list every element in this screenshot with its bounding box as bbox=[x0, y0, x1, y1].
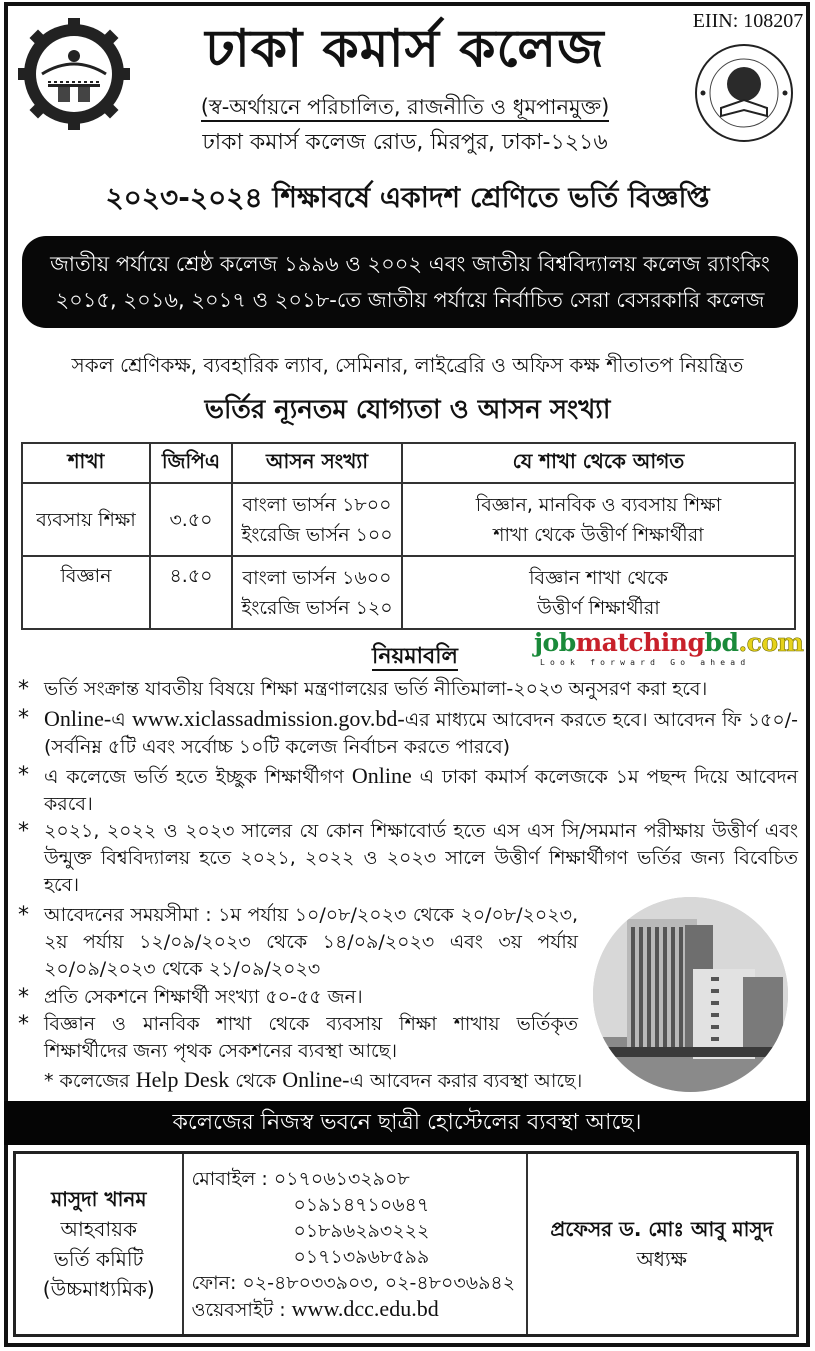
principal-role: অধ্যক্ষ bbox=[636, 1247, 688, 1271]
rule-text bbox=[44, 1067, 583, 1092]
convener-committee: ভর্তি কমিটি bbox=[54, 1247, 144, 1271]
wm-part-job: job bbox=[534, 628, 576, 657]
principal-cell bbox=[527, 1153, 798, 1336]
college-address: ঢাকা কমার্স কলেজ রোড, মিরপুর, ঢাকা-১২১৬ bbox=[202, 130, 608, 155]
cell-from-branch bbox=[402, 483, 795, 556]
cell-seats bbox=[232, 556, 402, 629]
hostel-notice-band: কলেজের নিজস্ব ভবনে ছাত্রী হোস্টেলের ব্যবস্থা আছে। bbox=[4, 1101, 810, 1145]
bullet-star-icon: * bbox=[18, 985, 29, 1010]
cell-gpa: ৪.৫০ bbox=[150, 556, 232, 629]
notice-title: ২০২৩-২০২৪ শিক্ষাবর্ষে একাদশ শ্রেণিতে ভর্তি বিজ্ঞপ্তি bbox=[105, 181, 710, 214]
rule-item bbox=[18, 902, 578, 983]
mobile-number[interactable]: ০১৭১৩৯৬৮৫৯৯ bbox=[293, 1245, 430, 1268]
cell-branch: বিজ্ঞান bbox=[22, 556, 150, 629]
rule-fragment: থেকে bbox=[229, 1070, 283, 1092]
header-branch: শাখা bbox=[22, 443, 150, 483]
mobile-label: মোবাইল : bbox=[191, 1167, 274, 1190]
header-gpa: জিপিএ bbox=[150, 443, 232, 483]
rule-text: ভর্তি সংক্রান্ত যাবতীয় বিষয়ে শিক্ষা মন্ত্রণালয়ের ভর্তি নীতিমালা-২০২৩ অনুসরণ করা হবে। bbox=[44, 678, 708, 700]
bullet-star-icon: * bbox=[18, 1012, 29, 1037]
rule-text bbox=[44, 705, 798, 761]
cell-gpa: ৩.৫০ bbox=[150, 483, 232, 556]
rule-fragment: এ bbox=[111, 709, 132, 731]
website-label: ওয়েবসাইট : bbox=[191, 1298, 292, 1321]
from-line-2: উত্তীর্ণ শিক্ষার্থীরা bbox=[537, 596, 660, 619]
admission-url: www.xiclassadmission.gov.bd- bbox=[132, 706, 405, 731]
rule-item bbox=[18, 676, 798, 703]
rule-fragment: এ ঢাকা কমার্স কলেজকে ১ম পছন্দ দিয়ে আবেদন করবে। bbox=[44, 766, 798, 815]
website-link[interactable]: www.dcc.edu.bd bbox=[291, 1295, 439, 1321]
rule-fragment: কলেজের bbox=[59, 1070, 136, 1092]
website-line bbox=[192, 1296, 526, 1323]
college-building-photo bbox=[593, 897, 788, 1092]
bullet-star-icon: * bbox=[18, 819, 29, 844]
seat-english: ইংরেজি ভার্সন ১২০ bbox=[241, 596, 393, 619]
wm-part-bd: bd bbox=[704, 628, 739, 657]
footer-row bbox=[15, 1153, 798, 1336]
wm-part-matching: matching bbox=[575, 628, 705, 657]
banner-line-2: ২০১৫, ২০১৬, ২০১৭ ও ২০১৮-তে জাতীয় পর্যায়ে নির্বাচিত সেরা বেসরকারি কলেজ bbox=[55, 288, 765, 312]
mobile-number[interactable]: ০১৭০৬১৩২৯০৮ bbox=[273, 1167, 410, 1190]
rule-item bbox=[18, 984, 578, 1011]
table-row bbox=[22, 483, 795, 556]
seat-english: ইংরেজি ভার্সন ১০০ bbox=[241, 523, 393, 546]
building-image-icon bbox=[593, 897, 788, 1092]
rule-text: ২০২১, ২০২২ ও ২০২৩ সালের যে কোন শিক্ষাবোর্ড হতে এস এস সি/সমমান পরীক্ষায় উত্তীর্ণ এবং উন্মুক্ত বিশ্ববিদ্যালয় হতে ২০২১, ২০২২ ও ২০২৩ সালে উত্তীর্ণ শিক্ষার্থীগণ ভর্তির জন্য বিবেচিত হবে। bbox=[44, 820, 798, 896]
bullet-star-icon: * bbox=[18, 763, 29, 788]
seat-table bbox=[21, 442, 796, 630]
bullet-star-icon: * bbox=[18, 903, 29, 928]
rule-fragment: এর মাধ্যমে আবেদন করতে হবে। আবেদন ফি ১৫০/- (সর্বনিম্ন ৫টি এবং সর্বোচ্চ ১০টি কলেজ নির্বাচন করতে পারবে) bbox=[44, 709, 798, 758]
motto-seal bbox=[693, 42, 795, 144]
rules-title bbox=[360, 642, 470, 672]
bullet-star-icon: * bbox=[18, 677, 29, 702]
table-header-row bbox=[22, 443, 795, 483]
phone-numbers[interactable]: ০২-৪৮০৩৩৯০৩, ০২-৪৮০৩৬৯৪২ bbox=[242, 1271, 516, 1294]
from-line-2: শাখা থেকে উত্তীর্ণ শিক্ষার্থীরা bbox=[493, 523, 704, 546]
banner-line-1: জাতীয় পর্যায়ে শ্রেষ্ঠ কলেজ ১৯৯৬ ও ২০০২ এবং জাতীয় বিশ্ববিদ্যালয় কলেজ র‍্যাংকিং bbox=[50, 252, 770, 276]
section-heading: ভর্তির ন্যূনতম যোগ্যতা ও আসন সংখ্যা bbox=[204, 395, 611, 425]
rule-latin: Online- bbox=[282, 1067, 350, 1092]
phone-label: ফোন: bbox=[191, 1271, 243, 1294]
watermark-tagline: Look forward Go ahead bbox=[540, 658, 751, 667]
rule-item bbox=[18, 762, 798, 818]
rule-text bbox=[44, 762, 798, 818]
from-line-1: বিজ্ঞান, মানবিক ও ব্যবসায় শিক্ষা bbox=[475, 493, 722, 516]
convener-level: (উচ্চমাধ্যমিক) bbox=[42, 1277, 155, 1301]
phone-line bbox=[192, 1270, 526, 1296]
college-name: ঢাকা কমার্স কলেজ bbox=[205, 19, 605, 79]
seat-bangla: বাংলা ভার্সন ১৬০০ bbox=[242, 566, 392, 589]
college-subtitle bbox=[150, 92, 660, 122]
rule-item bbox=[18, 705, 798, 761]
header-from-branch: যে শাখা থেকে আগত bbox=[402, 443, 795, 483]
rule-item-helpdesk bbox=[44, 1066, 604, 1095]
header-seats: আসন সংখ্যা bbox=[232, 443, 402, 483]
table-row bbox=[22, 556, 795, 629]
convener-name: মাসুদা খানম bbox=[51, 1187, 147, 1211]
seat-bangla: বাংলা ভার্সন ১৮০০ bbox=[242, 493, 392, 516]
bullet-star-icon: * bbox=[44, 1070, 54, 1092]
rule-text: প্রতি সেকশনে শিক্ষার্থী সংখ্যা ৫০-৫৫ জন। bbox=[44, 986, 363, 1008]
from-line-1: বিজ্ঞান শাখা থেকে bbox=[529, 566, 668, 589]
subtitle-text: (স্ব-অর্থায়নে পরিচালিত, রাজনীতি ও ধূমপানমুক্ত) bbox=[201, 95, 610, 122]
rule-text: বিজ্ঞান ও মানবিক শাখা থেকে ব্যবসায় শিক্ষা শাখায় ভর্তিকৃত শিক্ষার্থীদের জন্য পৃথক সেকশনের ব্যবস্থা আছে। bbox=[44, 1013, 578, 1062]
rule-latin: Online bbox=[351, 763, 412, 788]
watermark bbox=[534, 628, 804, 670]
contact-cell bbox=[183, 1153, 527, 1336]
watermark-logo bbox=[534, 628, 804, 658]
mobile-number[interactable]: ০১৯১৪৭১০৬৪৭ bbox=[293, 1193, 430, 1216]
cell-seats bbox=[232, 483, 402, 556]
principal-name: প্রফেসর ড. মোঃ আবু মাসুদ bbox=[550, 1217, 774, 1241]
mobile-number[interactable]: ০১৮৯৬২৯৩২২২ bbox=[293, 1219, 430, 1242]
book-tree-seal-icon bbox=[693, 42, 795, 144]
achievement-banner bbox=[22, 236, 798, 328]
rule-fragment: এ কলেজে ভর্তি হতে ইচ্ছুক শিক্ষার্থীগণ bbox=[44, 766, 352, 788]
wm-part-com: .com bbox=[738, 628, 804, 657]
rule-item bbox=[18, 818, 798, 899]
bullet-star-icon: * bbox=[18, 706, 29, 731]
footer-contact-table bbox=[13, 1151, 799, 1337]
college-logo bbox=[18, 18, 130, 130]
cell-from-branch bbox=[402, 556, 795, 629]
rule-item bbox=[18, 1011, 578, 1065]
convener-role: আহবায়ক bbox=[60, 1217, 138, 1241]
rule-latin: Help Desk bbox=[135, 1067, 230, 1092]
rules-title-text: নিয়মাবলি bbox=[372, 644, 458, 669]
rule-latin: Online- bbox=[44, 706, 112, 731]
mobile-line bbox=[192, 1166, 526, 1192]
gear-emblem-icon bbox=[18, 18, 130, 130]
cell-branch: ব্যবসায় শিক্ষা bbox=[22, 483, 150, 556]
eiin-number: EIIN: 108207 bbox=[692, 10, 804, 32]
rule-text: আবেদনের সময়সীমা : ১ম পর্যায় ১০/০৮/২০২৩ থেকে ২০/০৮/২০২৩, ২য় পর্যায় ১২/০৯/২০২৩ থেকে ১৪/০৯/২০২৩ এবং ৩য় পর্যায় ২০/০৯/২০২৩ থেকে ২১/০৯/২০২৩ bbox=[44, 904, 578, 980]
rule-fragment: এ আবেদন করার ব্যবস্থা আছে। bbox=[349, 1070, 583, 1092]
facility-text: সকল শ্রেণিকক্ষ, ব্যবহারিক ল্যাব, সেমিনার, লাইব্রেরি ও অফিস কক্ষ শীতাতপ নিয়ন্ত্রিত bbox=[71, 353, 744, 377]
convener-cell bbox=[15, 1153, 183, 1336]
